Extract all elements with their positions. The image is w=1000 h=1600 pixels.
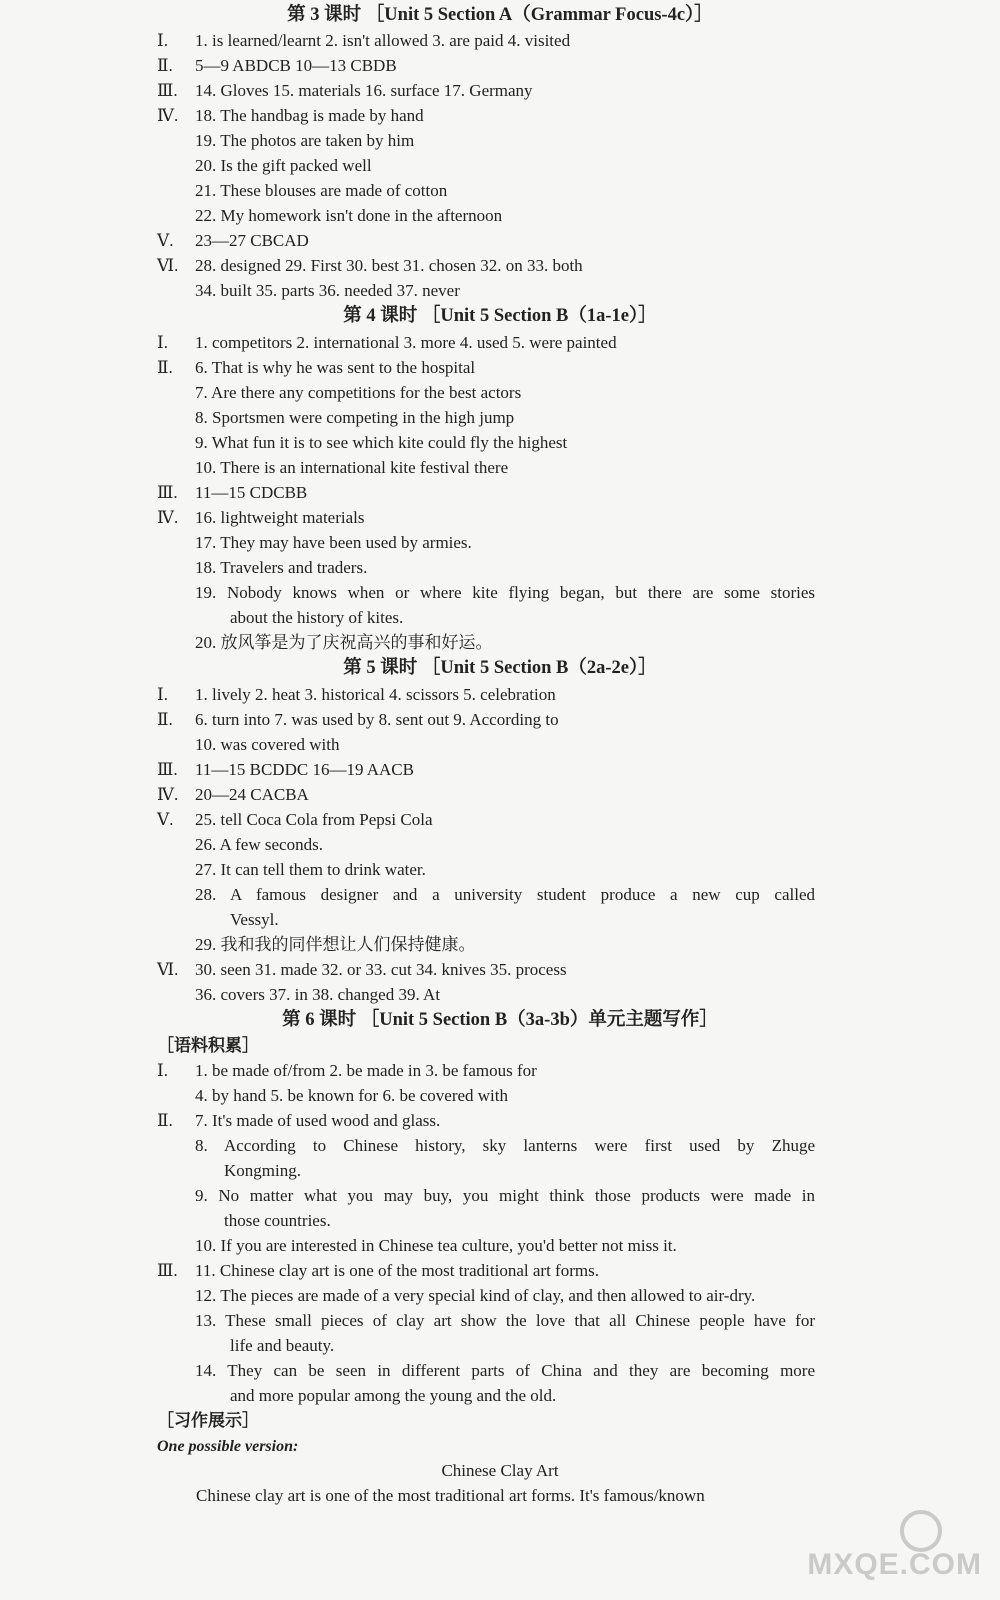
answer-line bbox=[195, 130, 414, 154]
answer-line-numbered bbox=[157, 1110, 440, 1134]
line-text: 8. Sportsmen were competing in the high jump bbox=[195, 408, 515, 427]
line-text: ［语料积累］ bbox=[157, 1036, 259, 1055]
lesson-heading bbox=[0, 305, 1000, 329]
line-text: 20. 放风筝是为了庆祝高兴的事和好运。 bbox=[195, 633, 493, 652]
line-text: 4. by hand 5. be known for 6. be covered with bbox=[195, 1086, 509, 1105]
line-text: 10. If you are interested in Chinese tea culture, you'd better not miss it. bbox=[195, 1236, 677, 1255]
answer-line-numbered bbox=[157, 684, 556, 708]
line-text: 1. competitors 2. international 3. more 4. used 5. were painted bbox=[195, 333, 617, 352]
watermark-text: MXQE.COM bbox=[807, 1548, 982, 1581]
lesson-heading bbox=[0, 4, 1000, 28]
answer-line bbox=[230, 607, 403, 631]
answer-line bbox=[195, 984, 440, 1008]
line-text: 11—15 CDCBB bbox=[195, 483, 308, 502]
line-text: 36. covers 37. in 38. changed 39. At bbox=[195, 985, 441, 1004]
answer-line bbox=[195, 632, 493, 656]
answer-line bbox=[195, 884, 815, 908]
line-text: 22. My homework isn't done in the afternoon bbox=[195, 206, 503, 225]
answer-line bbox=[224, 1160, 301, 1184]
line-text: 7. It's made of used wood and glass. bbox=[195, 1111, 441, 1130]
roman-numeral: Ⅵ. bbox=[157, 256, 179, 275]
answer-line-numbered bbox=[157, 55, 397, 79]
roman-numeral: Ⅵ. bbox=[157, 960, 179, 979]
answer-line bbox=[195, 1235, 677, 1259]
answer-line bbox=[195, 934, 476, 958]
answer-line bbox=[230, 1335, 334, 1359]
roman-numeral: Ⅲ. bbox=[157, 1261, 178, 1280]
answer-line bbox=[196, 1485, 705, 1509]
roman-numeral: Ⅳ. bbox=[157, 508, 179, 527]
answer-line bbox=[195, 155, 372, 179]
answer-line-numbered bbox=[157, 809, 433, 833]
line-text: 第 3 课时 ［Unit 5 Section A（Grammar Focus-4c）］ bbox=[287, 5, 713, 25]
line-text: 18. Travelers and traders. bbox=[195, 558, 368, 577]
line-text: 20—24 CACBA bbox=[195, 785, 309, 804]
roman-numeral: Ⅱ. bbox=[157, 56, 173, 75]
answer-line-numbered bbox=[157, 1260, 599, 1284]
line-text: 12. The pieces are made of a very special kind of clay, and then allowed to air-dry. bbox=[195, 1286, 756, 1305]
line-text: 5—9 ABDCB 10—13 CBDB bbox=[195, 56, 397, 75]
answer-line bbox=[230, 909, 279, 933]
answer-line-numbered bbox=[157, 105, 424, 129]
answer-line bbox=[195, 280, 460, 304]
line-text: 19. Nobody knows when or where kite flying began, but there are some stories bbox=[195, 583, 815, 602]
line-text: 6. That is why he was sent to the hospital bbox=[195, 358, 476, 377]
roman-numeral: Ⅰ. bbox=[157, 31, 168, 50]
answer-line-numbered bbox=[157, 507, 365, 531]
answer-line-numbered bbox=[157, 80, 533, 104]
line-text: 7. Are there any competitions for the best actors bbox=[195, 383, 522, 402]
answer-line bbox=[195, 1135, 815, 1159]
answer-line bbox=[230, 1385, 556, 1409]
answer-line bbox=[195, 180, 447, 204]
answer-line bbox=[195, 532, 472, 556]
line-text: 1. be made of/from 2. be made in 3. be famous for bbox=[195, 1061, 537, 1080]
answer-line bbox=[195, 734, 339, 758]
line-text: 13. These small pieces of clay art show the love that all Chinese people have for bbox=[195, 1311, 815, 1330]
answer-line-numbered bbox=[157, 482, 307, 506]
answer-line-numbered bbox=[157, 332, 617, 356]
answer-line-numbered bbox=[157, 1060, 537, 1084]
answer-line-numbered bbox=[157, 759, 414, 783]
line-text: about the history of kites. bbox=[230, 608, 404, 627]
answer-line bbox=[195, 582, 815, 606]
line-text: 28. A famous designer and a university student produce a new cup called bbox=[195, 885, 815, 904]
answer-line-numbered bbox=[157, 255, 583, 279]
line-text: 第 4 课时 ［Unit 5 Section B（1a-1e）］ bbox=[343, 306, 657, 326]
roman-numeral: Ⅲ. bbox=[157, 760, 178, 779]
line-text: 16. lightweight materials bbox=[195, 508, 365, 527]
lesson-heading bbox=[0, 1009, 1000, 1033]
line-text: 1. lively 2. heat 3. historical 4. scissors 5. celebration bbox=[195, 685, 556, 704]
line-text: 10. There is an international kite festival there bbox=[195, 458, 509, 477]
line-text: 14. Gloves 15. materials 16. surface 17. Germany bbox=[195, 81, 533, 100]
answer-line bbox=[195, 432, 567, 456]
watermark-logo bbox=[782, 1520, 982, 1582]
line-text: 21. These blouses are made of cotton bbox=[195, 181, 448, 200]
roman-numeral: Ⅳ. bbox=[157, 785, 179, 804]
answer-line bbox=[195, 1360, 815, 1384]
line-text: 19. The photos are taken by him bbox=[195, 131, 415, 150]
answer-line bbox=[195, 1285, 755, 1309]
answer-line bbox=[195, 457, 508, 481]
answer-line bbox=[195, 1310, 815, 1334]
roman-numeral: Ⅱ. bbox=[157, 1111, 173, 1130]
roman-numeral: Ⅰ. bbox=[157, 1061, 168, 1080]
line-text: 34. built 35. parts 36. needed 37. never bbox=[195, 281, 460, 300]
line-text: One possible version: bbox=[157, 1438, 299, 1455]
roman-numeral: Ⅲ. bbox=[157, 483, 178, 502]
line-text: 26. A few seconds. bbox=[195, 835, 323, 854]
line-text: Chinese clay art is one of the most traditional art forms. It's famous/known bbox=[196, 1486, 705, 1505]
answer-line-numbered bbox=[157, 30, 570, 54]
essay-title bbox=[0, 1460, 1000, 1484]
line-text: 1. is learned/learnt 2. isn't allowed 3. are paid 4. visited bbox=[195, 31, 571, 50]
line-text: 10. was covered with bbox=[195, 735, 340, 754]
answer-line-numbered bbox=[157, 230, 309, 254]
line-text: 23—27 CBCAD bbox=[195, 231, 309, 250]
section-label bbox=[157, 1410, 259, 1434]
roman-numeral: Ⅴ. bbox=[157, 810, 174, 829]
roman-numeral: Ⅱ. bbox=[157, 710, 173, 729]
answer-line bbox=[195, 407, 514, 431]
line-text: 第 5 课时 ［Unit 5 Section B（2a-2e）］ bbox=[343, 658, 657, 678]
line-text: 20. Is the gift packed well bbox=[195, 156, 372, 175]
answer-line bbox=[195, 382, 521, 406]
line-text: 27. It can tell them to drink water. bbox=[195, 860, 426, 879]
line-text: ［习作展示］ bbox=[157, 1411, 259, 1430]
roman-numeral: Ⅴ. bbox=[157, 231, 174, 250]
answer-line-numbered bbox=[157, 784, 309, 808]
line-text: 17. They may have been used by armies. bbox=[195, 533, 472, 552]
line-text: 30. seen 31. made 32. or 33. cut 34. knives 35. process bbox=[195, 960, 567, 979]
line-text: 9. What fun it is to see which kite could fly the highest bbox=[195, 433, 568, 452]
version-label bbox=[157, 1436, 298, 1460]
roman-numeral: Ⅲ. bbox=[157, 81, 178, 100]
roman-numeral: Ⅱ. bbox=[157, 358, 173, 377]
answer-line-numbered bbox=[157, 357, 475, 381]
line-text: 25. tell Coca Cola from Pepsi Cola bbox=[195, 810, 433, 829]
lesson-heading bbox=[0, 657, 1000, 681]
answer-line-numbered bbox=[157, 959, 567, 983]
line-text: 9. No matter what you may buy, you might think those products were made in bbox=[195, 1186, 815, 1205]
answer-line bbox=[195, 1085, 508, 1109]
answer-line-numbered bbox=[157, 709, 559, 733]
answer-line bbox=[224, 1210, 331, 1234]
line-text: Vessyl. bbox=[230, 910, 279, 929]
line-text: 第 6 课时 ［Unit 5 Section B（3a-3b）单元主题写作］ bbox=[282, 1010, 718, 1030]
answer-line bbox=[195, 1185, 815, 1209]
answer-line bbox=[195, 834, 323, 858]
line-text: life and beauty. bbox=[230, 1336, 335, 1355]
line-text: 18. The handbag is made by hand bbox=[195, 106, 424, 125]
line-text: Kongming. bbox=[224, 1161, 301, 1180]
line-text: 14. They can be seen in different parts of China and they are becoming more bbox=[195, 1361, 815, 1380]
roman-numeral: Ⅰ. bbox=[157, 685, 168, 704]
watermark-badge-icon bbox=[900, 1510, 942, 1552]
roman-numeral: Ⅰ. bbox=[157, 333, 168, 352]
line-text: 6. turn into 7. was used by 8. sent out 9. According to bbox=[195, 710, 559, 729]
line-text: Chinese Clay Art bbox=[441, 1461, 559, 1480]
line-text: and more popular among the young and the old. bbox=[230, 1386, 557, 1405]
line-text: 8. According to Chinese history, sky lanterns were first used by Zhuge bbox=[195, 1136, 815, 1155]
line-text: 11—15 BCDDC 16—19 AACB bbox=[195, 760, 414, 779]
roman-numeral: Ⅳ. bbox=[157, 106, 179, 125]
answer-line bbox=[195, 205, 502, 229]
line-text: 28. designed 29. First 30. best 31. chosen 32. on 33. both bbox=[195, 256, 583, 275]
section-label bbox=[157, 1035, 259, 1059]
line-text: those countries. bbox=[224, 1211, 331, 1230]
answer-line bbox=[195, 557, 367, 581]
line-text: 11. Chinese clay art is one of the most traditional art forms. bbox=[195, 1261, 599, 1280]
answer-line bbox=[195, 859, 426, 883]
line-text: 29. 我和我的同伴想让人们保持健康。 bbox=[195, 935, 476, 954]
